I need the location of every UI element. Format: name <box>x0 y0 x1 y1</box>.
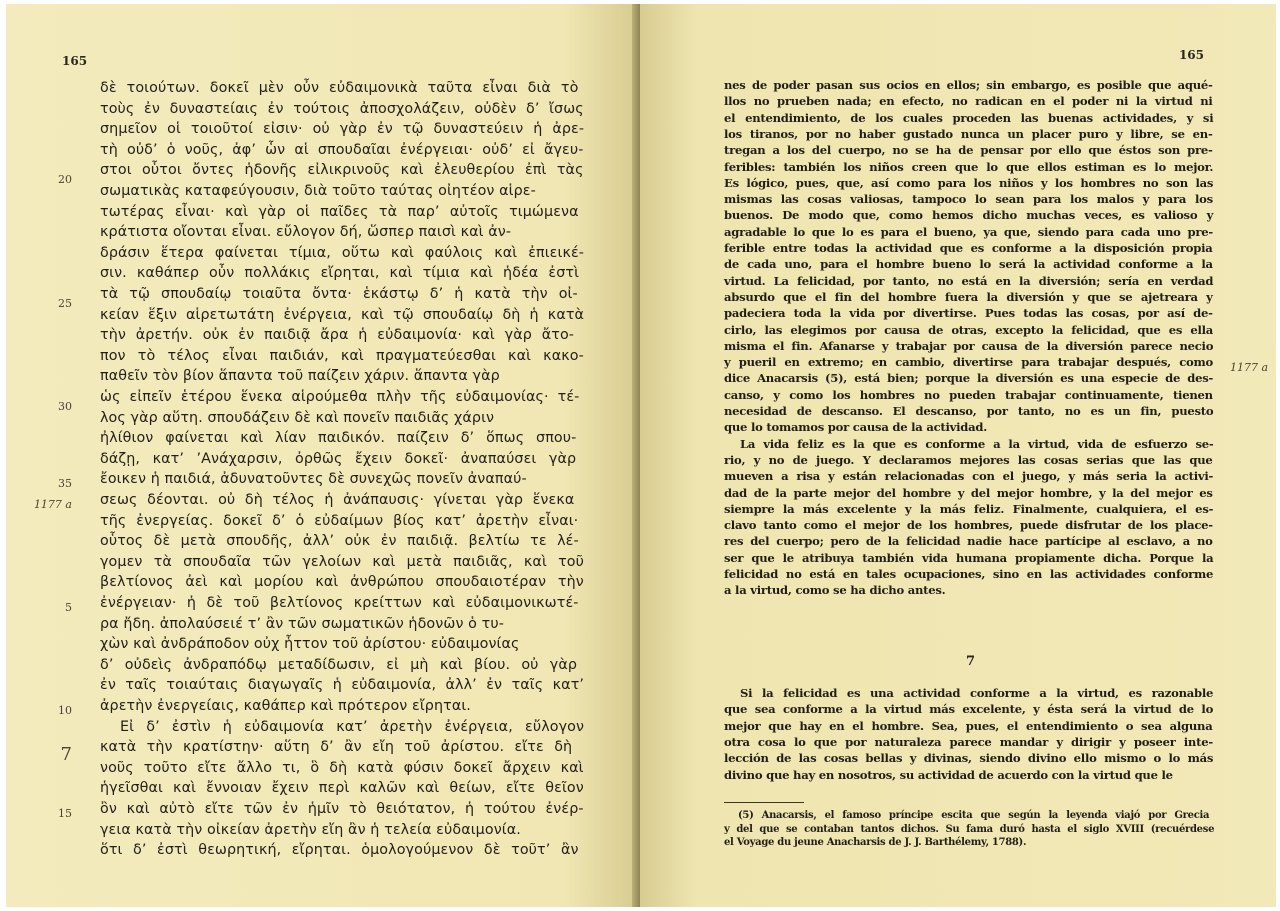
greek-text-line: σωματικὰς καταφεύγουσιν, διὰ τοῦτο ταύτας οἰητέον αἱρε- <box>100 183 536 199</box>
greek-text-line: ἐνέργειαν· ἡ δὲ τοῦ βελτίονος κρείττων καὶ εὐδαιμονικωτέ- <box>100 595 579 611</box>
spanish-text-line: cirlo, las elegimos por causa de otras, excepto la felicidad, que es ella <box>724 322 1214 337</box>
greek-text-line: κείαν ἕξιν αἱρετωτάτη ἐνέργεια, καὶ τῷ σπουδαίῳ δὴ ἡ κατὰ <box>100 306 585 323</box>
spanish-text-line: rio, y no de juego. Y declaramos mejores las cosas serias que las que <box>724 452 1213 467</box>
greek-text-line: ὂν καὶ αὐτὸ εἴτε τῶν ἐν ἡμῖν τὸ θειότατον, ἡ τούτου ἐνέρ- <box>100 801 584 817</box>
spanish-text-line: a la virtud, como se ha dicho antes. <box>724 583 946 598</box>
spanish-text-line: buenos. De modo que, como hemos dicho muchas veces, es valioso y <box>724 208 1214 223</box>
spanish-text-line: el entendimiento, de los cuales proceden las buenas actividades, y si <box>724 110 1214 125</box>
page-number-right: 165 <box>1178 48 1204 62</box>
spanish-text-line: nes de poder pasan sus ocios en ellos; sin embargo, es posible que aqué- <box>724 78 1213 92</box>
greek-text-line: ρα ἤδη. ἀπολαύσειέ τ’ ἂν τῶν σωματικῶν ἡδονῶν ὁ τυ- <box>100 615 505 632</box>
spanish-text-line: mueven a risa y están relacionadas con el juego, y más seria la activi- <box>724 469 1214 484</box>
greek-text-line: ἔοικεν ἡ παιδιά, ἀδυνατοῦντες δὲ συνεχῶς πονεῖν ἀναπαύ- <box>100 471 527 488</box>
greek-text-line: τὴν ἀρετήν. οὐκ ἐν παιδιᾷ ἄρα ἡ εὐδαιμονία· καὶ γὰρ ἄτο- <box>100 327 575 344</box>
greek-text-line: τὰ τῷ σπουδαίῳ τοιαῦτα ὄντα· ἑκάστῳ δ’ ἡ κατὰ τὴν οἰ- <box>100 286 578 302</box>
spanish-text-line: necesidad de descanso. El descanso, por tanto, no es un fin, puesto <box>724 404 1214 418</box>
footnote-line: el Voyage du jeune Anacharsis de J. J. Barthélemy, 1788). <box>724 837 1027 848</box>
greek-text-line: παθεῖν τὸν βίον ἅπαντα τοῦ παίζειν χάριν. ἅπαντα γὰρ <box>100 368 500 385</box>
greek-text-line: ἀρετὴν ἐνεργείαις, καθάπερ καὶ πρότερον εἴρηται. <box>100 698 471 714</box>
spanish-text-line: otra cosa lo que por naturaleza parece mandar y dirigir y poseer inte- <box>724 734 1213 749</box>
spanish-text-line: mejor que hay en el hombre. Sea, pues, el entendimiento o sea alguna <box>724 718 1213 733</box>
greek-text-line: ἐν ταῖς τοιαύταις διαγωγαῖς ἡ εὐδαιμονία, ἀλλ’ ἐν ταῖς κατ’ <box>100 677 585 694</box>
greek-text-line: γομεν τὰ σπουδαῖα τῶν γελοίων καὶ μετὰ παιδιᾶς, καὶ τοῦ <box>100 553 585 570</box>
line-number: 5 <box>65 601 72 614</box>
left-page-greek <box>6 4 640 907</box>
spanish-text-line: que sea conforme a la virtud más excelente, y ésta será la virtud de lo <box>724 702 1214 717</box>
line-number: 20 <box>58 173 72 186</box>
spanish-text-line: divino que hay en nosotros, su actividad de acuerdo con la virtud que le <box>724 767 1173 782</box>
footnote-line: y del que se contaban tantos dichos. Su fama duró hasta el siglo XVIII (recuérdese <box>724 823 1215 835</box>
greek-text-line: ὡς εἰπεῖν ἑτέρου ἕνεκα αἱρούμεθα πλὴν τῆς εὐδαιμονίας· τέ- <box>100 389 580 405</box>
spanish-text-line: que lo tomamos por causa de la actividad. <box>724 420 988 435</box>
spanish-text-line: ser que le atribuya también vida humana propiamente dicha. Porque la <box>724 550 1214 565</box>
greek-text-line: δράσιν ἕτερα φαίνεται τίμια, οὕτω καὶ φαύλοις καὶ ἐπιεικέ- <box>100 244 585 261</box>
greek-text-line: δὲ τοιούτων. δοκεῖ μὲν οὖν εὐδαιμονικὰ ταῦτα εἶναι διὰ τὸ <box>100 80 579 96</box>
spanish-text-line: Si la felicidad es una actividad conforme a la virtud, es razonable <box>740 686 1214 700</box>
spanish-text-line: misma el fin. Afanarse y trabajar por causa de la diversión parece necio <box>724 338 1214 353</box>
greek-text-line: ὅτι δ’ ἐστὶ θεωρητική, εἴρηται. ὁμολογούμενον δὲ τοῦτ’ ἂν <box>100 842 579 859</box>
greek-text-line: δ’ οὐδεὶς ἀνδραπόδῳ μεταδίδωσιν, εἰ μὴ καὶ βίου. οὐ γὰρ <box>100 656 578 673</box>
spanish-text-line: La vida feliz es la que es conforme a la virtud, vida de esfuerzo se- <box>740 436 1214 451</box>
greek-text-line: νοῦς τοῦτο εἴτε ἄλλο τι, ὃ δὴ κατὰ φύσιν δοκεῖ ἄρχειν καὶ <box>100 759 584 776</box>
spanish-text-line: tregan a los del cuerpo, no se ha de pensar por ello que éstos son pre- <box>724 143 1213 158</box>
spanish-text-line: dad de la parte mejor del hombre y del mejor hombre, y la del mejor es <box>724 485 1213 500</box>
line-number: 15 <box>58 807 72 820</box>
spanish-text-line: siempre la más excelente y la más feliz. Finalmente, cualquiera, el es- <box>724 501 1214 516</box>
spanish-text-line: agradable lo que lo es para el bueno, ya que, siendo para cada uno pre- <box>724 224 1213 239</box>
spanish-text-line: ferible entre todas la actividad que es conforme a la disposición propia <box>724 241 1213 255</box>
section-number-left: 7 <box>60 744 72 765</box>
greek-text-line: σεως δέονται. οὐ δὴ τέλος ἡ ἀνάπαυσις· γίνεται γὰρ ἕνεκα <box>100 492 575 508</box>
greek-text-line: Εἰ δ’ ἐστὶν ἡ εὐδαιμονία κατ’ ἀρετὴν ἐνέργεια, εὔλογον <box>120 718 585 735</box>
greek-text-line: βελτίονος ἀεὶ καὶ μορίου καὶ ἀνθρώπου σπουδαιοτέραν τὴν <box>100 574 584 591</box>
greek-text-line: τοὺς ἐν δυναστείαις ἐν τούτοις ἀποσχολάζειν, οὐδὲν δ’ ἴσως <box>100 100 584 117</box>
greek-text-line: κράτιστα οἴονται εἶναι. εὔλογον δή, ὥσπερ παισὶ καὶ ἀν- <box>100 224 512 241</box>
spanish-text-line: llos no prueben nada; en efecto, no radican en el poder ni la virtud ni <box>724 94 1213 109</box>
spanish-text-line: dice Anacarsis (5), está bien; porque la diversión es una especie de des- <box>724 371 1214 386</box>
spanish-text-line: lección de las cosas bellas y divinas, siendo divino ello mismo o lo más <box>724 751 1214 766</box>
spanish-text-line: mismas las cosas valiosas, tampoco lo sean para los malos y para los <box>724 192 1213 207</box>
greek-text-line: κατὰ τὴν κρατίστην· αὕτη δ’ ἂν εἴη τοῦ ἀρίστου. εἴτε δὴ <box>100 739 573 756</box>
greek-text-line: λος γὰρ αὕτη. σπουδάζειν δὲ καὶ πονεῖν παιδιᾶς χάριν <box>100 409 495 426</box>
line-number-bekker: 1177 a <box>33 498 72 511</box>
greek-text-line: ἡγεῖσθαι καὶ ἔννοιαν ἔχειν περὶ καλῶν καὶ θείων, εἴτε θεῖον <box>100 780 584 797</box>
spanish-text-line: padeciera toda la vida por divertirse. Pues todas las cosas, por así de- <box>724 306 1213 321</box>
spanish-text-line: de cada uno, para el hombre bueno lo será la actividad conforme a la <box>724 257 1213 272</box>
greek-text-line: χὼν καὶ ἀνδράποδον οὐχ ἧττον τοῦ ἀρίστου· εὐδαιμονίας <box>100 636 520 653</box>
greek-text-line: τωτέρας εἶναι· καὶ γὰρ οἱ παῖδες τὰ παρ’ αὐτοῖς τιμώμενα <box>100 203 579 220</box>
spanish-text-line: clavo tanto como el mejor de los hombres, puede disfrutar de los place- <box>724 518 1213 533</box>
greek-text-line: γεια κατὰ τὴν οἰκείαν ἀρετὴν εἴη ἂν ἡ τελεία εὐδαιμονία. <box>100 821 521 838</box>
greek-text-line: σιν. καθάπερ οὖν πολλάκις εἴρηται, καὶ τίμια καὶ ἡδέα ἐστὶ <box>100 265 580 282</box>
greek-text-line: τῆς ἐνεργείας. δοκεῖ δ’ ὁ εὐδαίμων βίος κατ’ ἀρετὴν εἶναι· <box>100 512 579 529</box>
right-page-spanish <box>640 4 1276 907</box>
page-number-left: 165 <box>62 54 88 68</box>
spanish-text-line: los tiranos, por no haber gustado nunca un placer puro y libre, se en- <box>724 126 1213 141</box>
spanish-text-line: absurdo que el fin del hombre fuera la diversión y que se ajetreara y <box>724 289 1213 304</box>
spanish-text-line: canso, y como los hombres no pueden trabajar continuamente, tienen <box>724 387 1213 402</box>
greek-text-line: στοι οὗτοι ὄντες ἡδονῆς εἰλικρινοῦς καὶ ἐλευθερίου ἐπὶ τὰς <box>100 162 584 179</box>
margin-reference: 1177 a <box>1230 361 1269 374</box>
spanish-text-line: felicidad no está en tales ocupaciones, sino en las actividades conforme <box>724 567 1214 581</box>
footnote-rule <box>724 802 804 803</box>
line-number: 30 <box>58 400 72 413</box>
spanish-text-line: Es lógico, pues, que, así como para los niños y los hombres no son las <box>724 175 1214 190</box>
spanish-text-line: y pueril en extremo; en cambio, divertirse para trabajar después, como <box>724 355 1213 370</box>
line-number: 35 <box>58 477 72 490</box>
line-number: 10 <box>58 704 72 717</box>
greek-text-line: οὗτος δὲ μετὰ σπουδῆς, ἀλλ’ οὐκ ἐν παιδιᾷ. βελτίω τε λέ- <box>100 533 579 550</box>
spanish-text-line: virtud. La felicidad, por tanto, no está en la diversión; sería en verdad <box>724 273 1214 288</box>
greek-text-line: δάζῃ, κατ’ ’Ανάχαρσιν, ὀρθῶς ἔχειν δοκεῖ· ἀναπαύσει γὰρ <box>100 450 577 467</box>
spanish-text-line: res del cuerpo; pero de la felicidad nadie hace partícipe al esclavo, a no <box>724 534 1213 549</box>
section-number: 7 <box>966 654 976 669</box>
greek-text-line: σημεῖον οἱ τοιοῦτοί εἰσιν· οὐ γὰρ ἐν τῷ δυναστεύειν ἡ ἀρε- <box>100 121 585 138</box>
greek-text-line: πον τὸ τέλος εἶναι παιδιάν, καὶ πραγματεύεσθαι καὶ κακο- <box>100 347 584 364</box>
spanish-text-line: feribles: también los niños creen que lo que ellos estiman es lo mejor. <box>724 159 1214 174</box>
greek-text-line: ἠλίθιον φαίνεται καὶ λίαν παιδικόν. παίζειν δ’ ὅπως σπου- <box>100 430 577 447</box>
line-number: 25 <box>58 297 72 310</box>
greek-text-line: τὴ οὐδ’ ὁ νοῦς, ἀφ’ ὧν αἱ σπουδαῖαι ἐνέργειαι· οὐδ’ εἰ ἄγευ- <box>100 141 584 158</box>
footnote-line: (5) Anacarsis, el famoso príncipe escita que según la leyenda viajó por Grecia <box>738 810 1210 821</box>
